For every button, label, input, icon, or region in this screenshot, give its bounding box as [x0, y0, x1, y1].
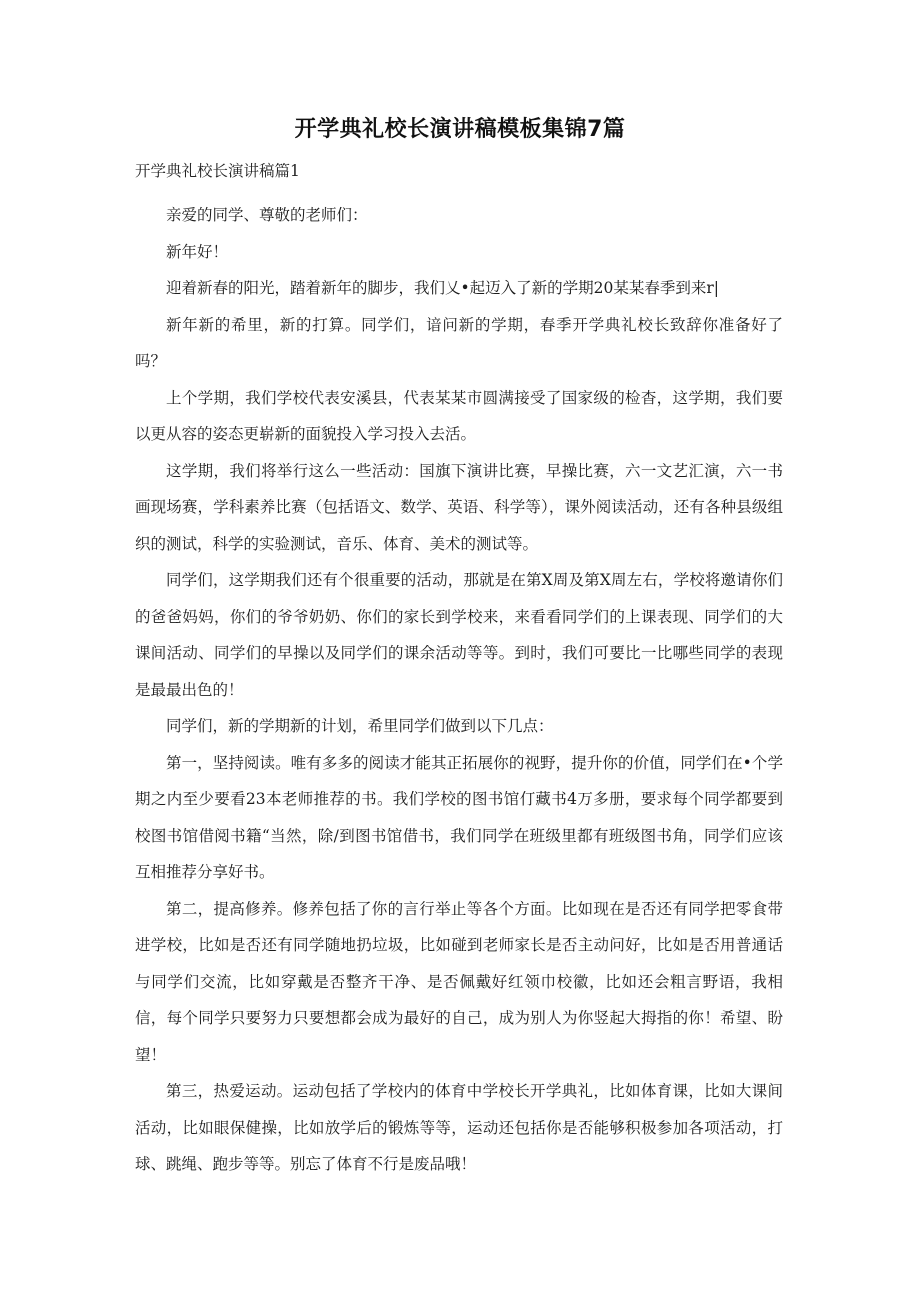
paragraph-cultivation: 第二，提高修养。修养包括了你的言行举止等各个方面。比如现在是否还有同学把零食带进学校，比如是否还有同学随地扔垃圾，比如碰到老师家长是否主动问好，比如是否用普通话与同学们交流，比如穿戴是否整齐干净、是否佩戴好红领巾校徽，比如还会粗言野语，我相信，每个同学只要努力只要想都会成为最好的自己，成为别人为你竖起大拇指的你！希望、盼望！: [135, 899, 783, 1064]
document-title: 开学典礼校长演讲稿模板集锦7篇: [294, 117, 626, 142]
paragraph-readiness: 新年新的希里，新的打算。同学们，谙问新的学期，春季开学典礼校长致辞你准备好了吗？: [135, 315, 783, 370]
paragraph-plan-intro: 同学们，新的学期新的计划，希里同学们做到以下几点：: [166, 717, 554, 735]
section-title: 开学典礼校长演讲稿篇1: [135, 162, 300, 180]
paragraph-reading: 第一，坚持阅读。唯有多多的阅读才能其正拓展你的视野，提升你的价值，同学们在•个学期之内至少要看23本老师推荐的书。我们学校的图书馆仃藏书4万多册，要求每个同学都要到校图书馆借阅书籍“当然，除/到图书馆借书，我们同学在班级里都有班级图书角，同学们应该互相推荐分享好书。: [135, 753, 783, 881]
paragraph-last-semester: 上个学期，我们学校代表安溪县，代表某某市圆满接受了国家级的检杳，这学期，我们要以更从容的姿态更崭新的面貌投入学习投入去活。: [135, 388, 783, 443]
paragraph-sports: 第三，热爱运动。运动包括了学校内的体育中学校长开学典礼，比如体育课，比如大课间活动，比如眼保健操，比如放学后的锻炼等等，运动还包括你是否能够积极参加各项活动，打球、跳绳、跑步等等。别忘了体育不行是废品哦！: [135, 1082, 783, 1173]
document-body: [135, 197, 783, 1183]
paragraph-new-semester: 迎着新春的阳光，踏着新年的脚步，我们乂•起迈入了新的学期20某某春季到来r|: [166, 279, 719, 297]
paragraph-parents-visit: 同学们，这学期我们还有个很重要的活动，那就是在第X周及第X周左右，学校将邀请你们的爸爸妈妈，你们的爷爷奶奶、你们的家长到学校来，来看看同学们的上课表现、同学们的大课间活动、同学们的早操以及同学们的课余活动等等。到时，我们可要比一比哪些同学的表现是最最出色的！: [135, 571, 783, 699]
paragraph-activities: 这学期，我们将举行这么一些活动：国旗下演讲比赛，早操比赛，六一文艺汇演，六一书画现场赛，学科素养比赛（包括语文、数学、英语、科学等），课外阅读活动，还有各种县级组织的测试，科学的实验测试，音乐、体育、美术的测试等。: [135, 461, 783, 553]
paragraph-new-year: 新年好！: [166, 242, 229, 261]
paragraph-greeting: 亲爱的同学、尊敬的老师们：: [166, 206, 368, 224]
